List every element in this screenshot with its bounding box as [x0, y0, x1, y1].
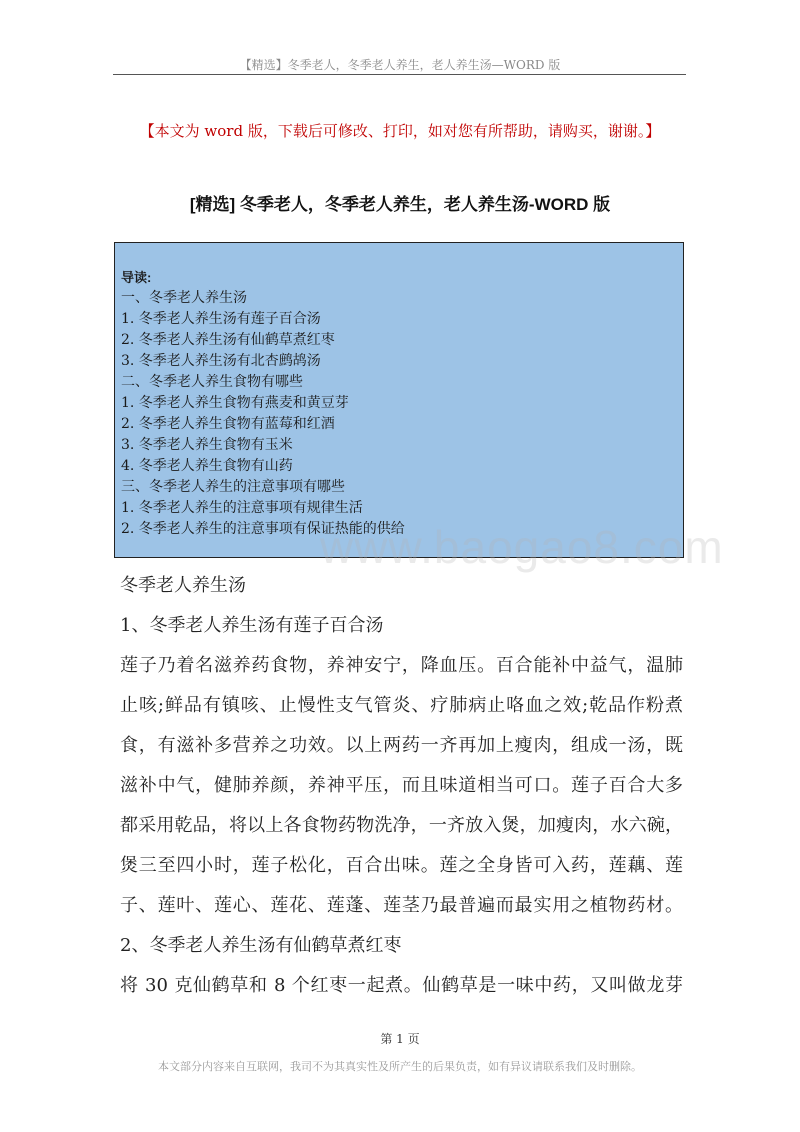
- guide-box: [114, 242, 684, 558]
- guide-item: 2. 冬季老人养生汤有仙鹤草煮红枣: [121, 332, 335, 348]
- subsection-heading: 1、冬季老人养生汤有莲子百合汤: [120, 615, 384, 636]
- guide-item: 2. 冬季老人养生的注意事项有保证热能的供给: [121, 521, 405, 537]
- header-divider: [113, 74, 686, 75]
- guide-lead: 导读:: [121, 270, 152, 285]
- paragraph-line: 莲子乃着名滋养药食物，养神安宁，降血压。百合能补中益气，温肺: [120, 655, 683, 676]
- article-body: [120, 566, 683, 1006]
- guide-item: 1. 冬季老人养生汤有莲子百合汤: [121, 311, 321, 327]
- paragraph-line: 止咳;鲜品有镇咳、止慢性支气管炎、疗肺病止咯血之效;乾品作粉煮: [120, 695, 683, 716]
- guide-item: 1. 冬季老人养生食物有燕麦和黄豆芽: [121, 395, 349, 411]
- page-header: 【精选】冬季老人，冬季老人养生，老人养生汤—WORD 版: [239, 58, 561, 72]
- purchase-notice: 【本文为 word 版，下载后可修改、打印，如对您有所帮助，请购买，谢谢。】: [139, 122, 661, 140]
- paragraph-line: 子、莲叶、莲心、莲花、莲蓬、莲茎乃最普遍而最实用之植物药材。: [120, 895, 683, 916]
- document-title: [精选] 冬季老人，冬季老人养生，老人养生汤-WORD 版: [189, 195, 611, 214]
- guide-item: 2. 冬季老人养生食物有蓝莓和红酒: [121, 416, 335, 432]
- paragraph-line: 煲三至四小时，莲子松化，百合出味。莲之全身皆可入药，莲藕、莲: [120, 855, 683, 876]
- paragraph-line: 都采用乾品，将以上各食物药物洗净，一齐放入煲，加瘦肉，水六碗，: [120, 815, 683, 836]
- guide-item: 三、冬季老人养生的注意事项有哪些: [121, 479, 345, 495]
- section-heading: 冬季老人养生汤: [120, 575, 246, 596]
- guide-item: 3. 冬季老人养生汤有北杏鹧鸪汤: [121, 353, 321, 369]
- page-number: 第 1 页: [380, 1032, 420, 1046]
- page-footer: 本文部分内容来自互联网，我司不为其真实性及所产生的后果负责，如有异议请联系我们及时删除。: [158, 1060, 642, 1073]
- guide-item: 一、冬季老人养生汤: [121, 290, 247, 306]
- guide-list: [121, 267, 405, 540]
- guide-item: 3. 冬季老人养生食物有玉米: [121, 437, 293, 453]
- watermark: www.baogao8.com: [320, 521, 724, 573]
- guide-item: 二、冬季老人养生食物有哪些: [121, 374, 303, 390]
- paragraph-line: 食，有滋补多营养之功效。以上两药一齐再加上瘦肉，组成一汤，既: [120, 735, 683, 756]
- subsection-heading: 2、冬季老人养生汤有仙鹤草煮红枣: [120, 935, 402, 956]
- paragraph-line: 滋补中气，健肺养颜，养神平压，而且味道相当可口。莲子百合大多: [120, 775, 683, 796]
- guide-item: 4. 冬季老人养生食物有山药: [121, 458, 293, 474]
- guide-item: 1. 冬季老人养生的注意事项有规律生活: [121, 500, 363, 516]
- paragraph-line: 将 30 克仙鹤草和 8 个红枣一起煮。仙鹤草是一味中药，又叫做龙芽: [120, 975, 683, 996]
